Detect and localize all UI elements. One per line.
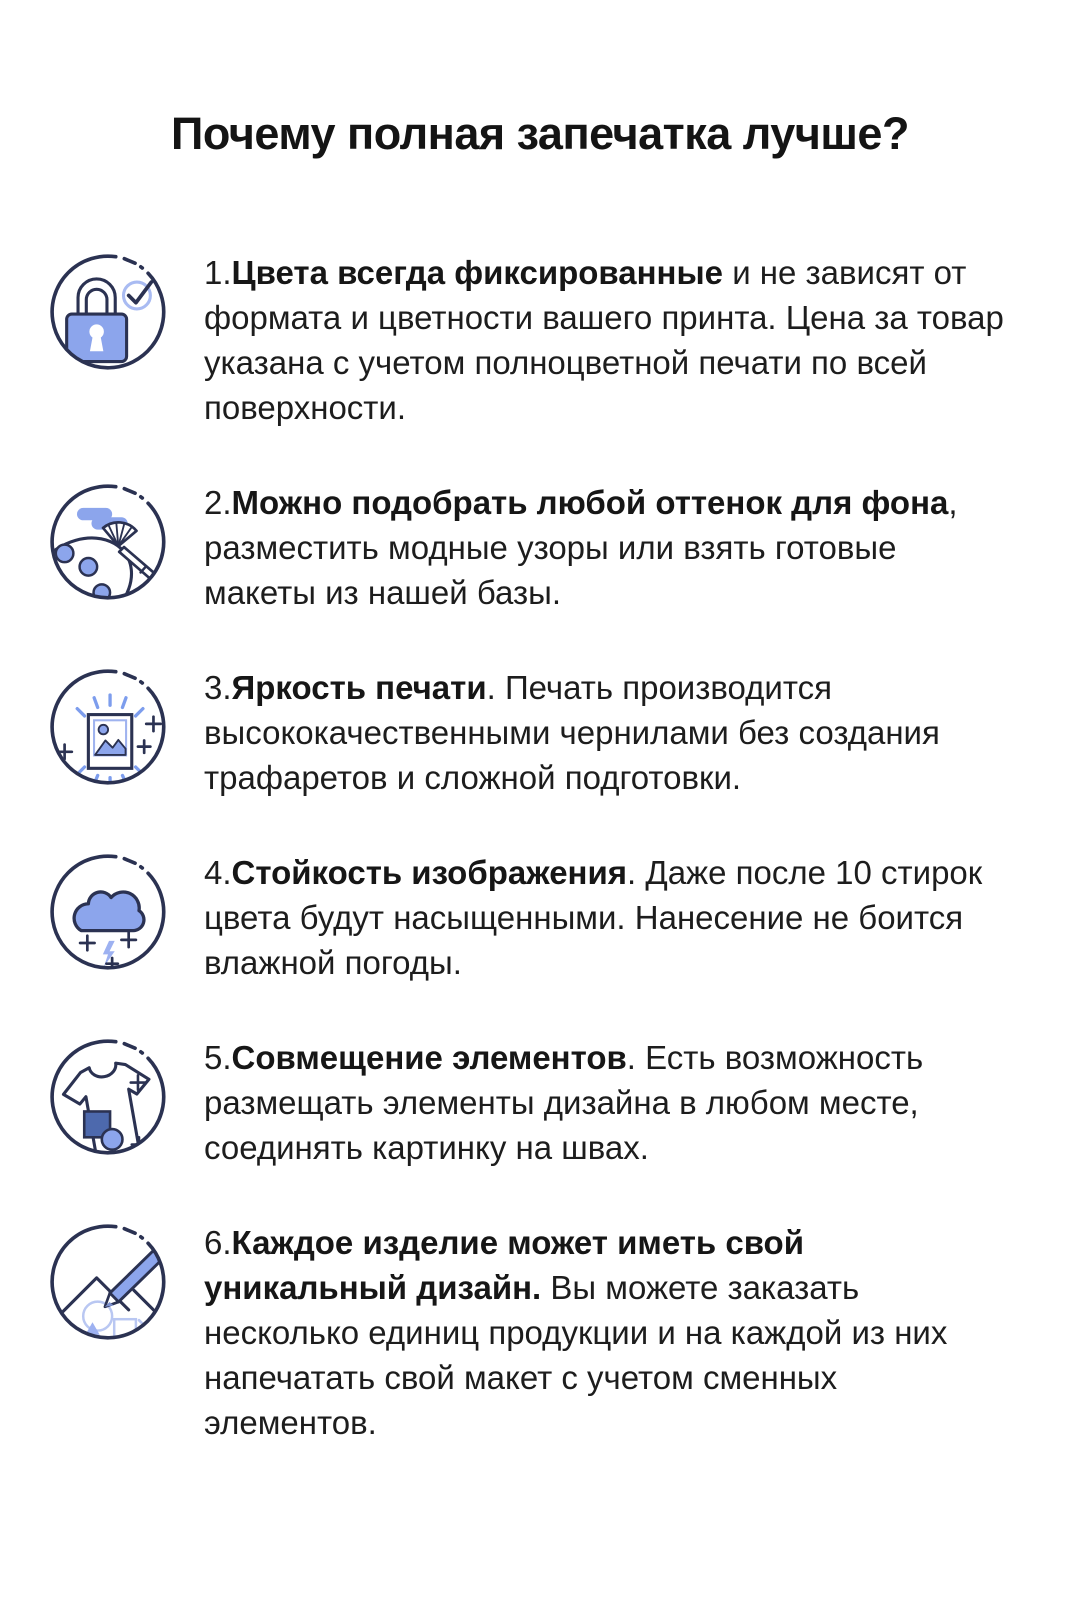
benefit-number: 4. — [204, 853, 232, 891]
benefit-rest: Вы можете заказать несколько единиц продукции и на каждой из них напечатать свой макет с учетом сменных элементов. — [204, 1268, 948, 1441]
tshirt-elements-icon — [46, 1035, 170, 1159]
weatherproof-cloud-icon — [46, 850, 170, 974]
pencil-design-icon — [46, 1220, 170, 1344]
benefit-bold: Стойкость изображения — [231, 853, 628, 891]
benefit-rest: . Есть возможность размещать элементы дизайна в любом месте, соединять картинку на швах. — [204, 1038, 924, 1166]
benefit-bold: Яркость печати — [231, 668, 487, 706]
benefit-number: 2. — [204, 483, 232, 521]
page-title: Почему полная запечатка лучше? — [171, 108, 909, 159]
benefit-text-2 — [204, 480, 1010, 615]
benefit-rest: . Даже после 10 стирок цвета будут насыщенными. Нанесение не боится влажной погоды. — [204, 853, 983, 981]
benefit-bold: Совмещение элементов — [231, 1038, 627, 1076]
benefit-item-2 — [46, 480, 1010, 615]
benefit-number: 6. — [204, 1223, 232, 1261]
benefits-list — [0, 250, 1080, 1445]
benefit-item-6 — [46, 1220, 1010, 1445]
benefit-item-5 — [46, 1035, 1010, 1170]
color-palette-icon — [46, 480, 170, 604]
benefit-text-4 — [204, 850, 1010, 985]
benefit-bold: Цвета всегда фиксированные — [231, 253, 724, 291]
benefit-item-1 — [46, 250, 1010, 430]
lock-check-icon — [46, 250, 170, 374]
benefit-number: 3. — [204, 668, 232, 706]
benefit-item-4 — [46, 850, 1010, 985]
benefit-bold: Каждое изделие может иметь свой уникальный дизайн. — [204, 1223, 805, 1306]
benefit-text-1 — [204, 250, 1010, 430]
benefit-rest: . Печать производится высококачественными чернилами без создания трафаретов и сложной подготовки. — [204, 668, 940, 796]
benefit-text-5 — [204, 1035, 1010, 1170]
benefit-rest: , разместить модные узоры или взять готовые макеты из нашей базы. — [204, 483, 958, 611]
print-brightness-icon — [46, 665, 170, 789]
benefit-text-6 — [204, 1220, 1010, 1445]
benefit-text-3 — [204, 665, 1010, 800]
benefit-bold: Можно подобрать любой оттенок для фона — [231, 483, 949, 521]
benefit-number: 5. — [204, 1038, 232, 1076]
benefit-number: 1. — [204, 253, 232, 291]
benefit-rest: и не зависят от формата и цветности вашего принта. Цена за товар указана с учетом полноцветной печати по всей поверхности. — [204, 253, 1004, 426]
benefit-item-3 — [46, 665, 1010, 800]
